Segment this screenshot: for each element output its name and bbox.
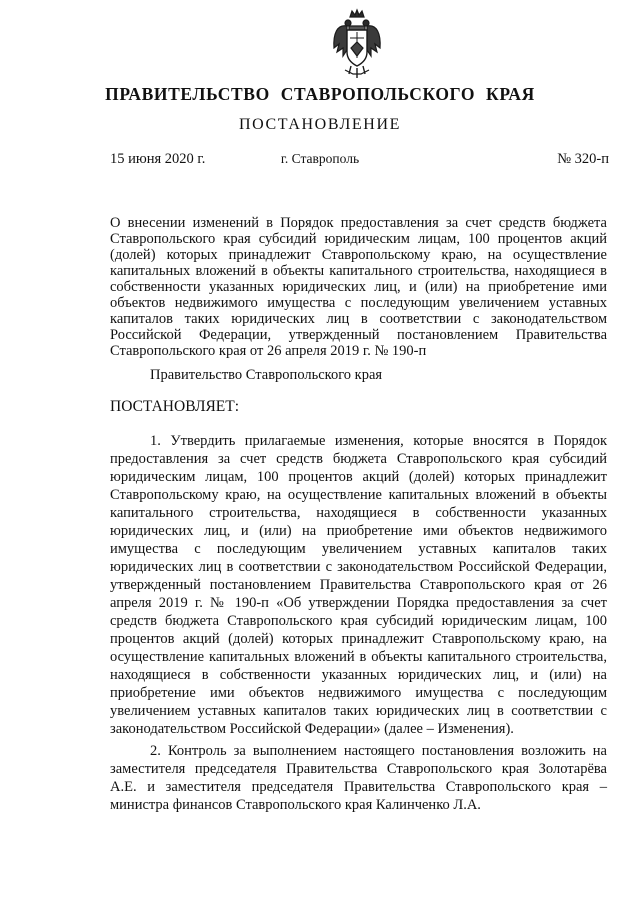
government-title: ПРАВИТЕЛЬСТВО СТАВРОПОЛЬСКОГО КРАЯ (105, 84, 535, 104)
decree-city: г. Ставрополь (280, 151, 360, 166)
document-type: ПОСТАНОВЛЕНИЕ (239, 116, 401, 133)
paragraph-2: 2. Контроль за выполнением настоящего постановления возложить на заместителя председателя Правительства Ставропольского края Золотарёва А.Е. и заместителя председателя Правительства Ставропольского края – министра финансов Ставропольского края Калинченко Л.А. (110, 743, 607, 813)
decree-number: № 320-п (557, 151, 609, 167)
issuing-body: Правительство Ставропольского края (150, 367, 383, 383)
decree-date: 15 июня 2020 г. (110, 151, 206, 167)
decree-title: О внесении изменений в Порядок предоставления за счет средств бюджета Ставропольского края субсидий юридическим лицам, 100 процентов акций (долей) которых принадлежит Ставропольскому краю, на осуществление капитальных вложений в объекты капитального строительства, находящиеся в собственности указанных юридических лиц, и (или) на приобретение ими объектов недвижимого имущества с последующим увеличением уставных капиталов таких юридических лиц в соответствии с законодательством Российской Федерации, утвержденный постановлением Правительства Ставропольского края от 26 апреля 2019 г. № 190-п (110, 215, 607, 359)
paragraph-1: 1. Утвердить прилагаемые изменения, которые вносятся в Порядок предоставления за счет средств бюджета Ставропольского края субсидий юридическим лицам, 100 процентов акций (долей) которых принадлежит Ставропольскому краю, на осуществление капитальных вложений в объекты капитального строительства, находящиеся в собственности указанных юридических лиц, и (или) на приобретение ими объектов недвижимого имущества с последующим увеличением уставных капиталов таких юридических лиц в соответствии с законодательством Российской Федерации, утвержденный постановлением Правительства Ставропольского края от 26 апреля 2019 г. № 190-п «Об утверждении Порядка предоставления за счет средств бюджета Ставропольского края субсидий юридическим лицам, 100 процентов акций (долей) которых принадлежит Ставропольскому краю, на осуществление капитальных вложений в объекты капитального строительства, находящиеся в собственности указанных юридических лиц, и (или) на приобретение ими объектов недвижимого имущества с последующим увеличением уставных капиталов таких юридических лиц в соответствии с законодательством Российской Федерации» (далее – Изменения). (110, 433, 607, 737)
coat-of-arms-icon (331, 8, 383, 80)
resolves-heading: ПОСТАНОВЛЯЕТ: (110, 398, 240, 415)
